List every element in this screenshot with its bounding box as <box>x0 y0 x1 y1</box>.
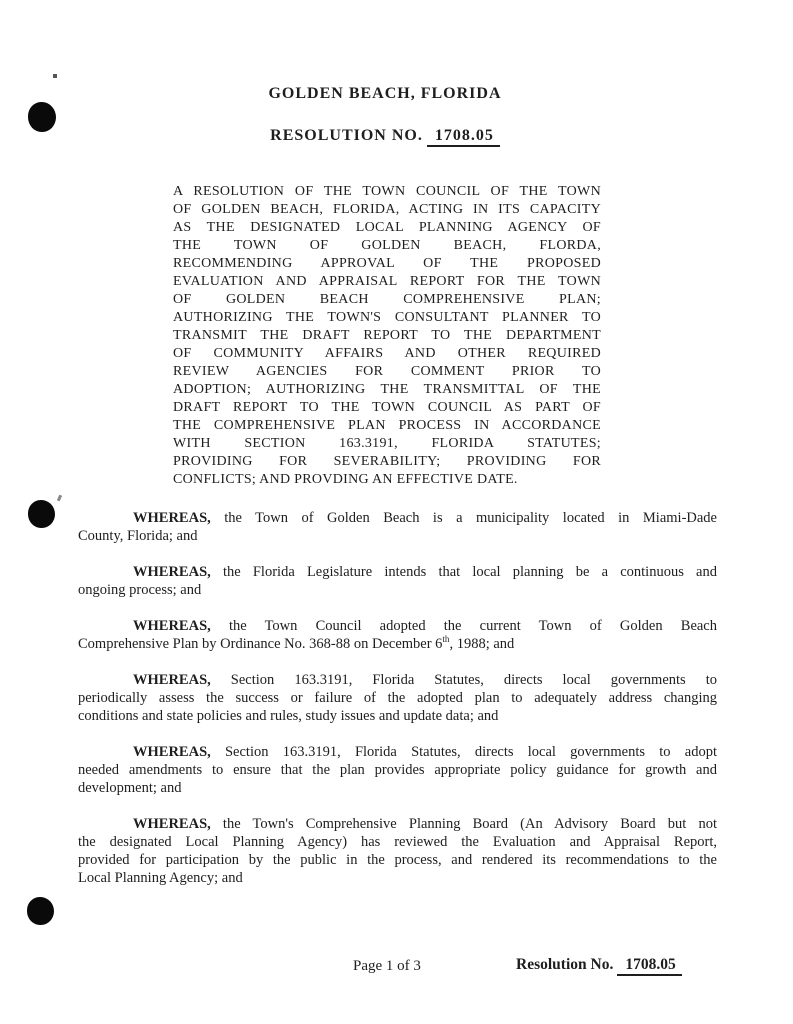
text-line: WHEREAS, the Florida Legislature intends that local planning be a continuous and <box>133 564 717 580</box>
text-line: DRAFT REPORT TO THE TOWN COUNCIL AS PART OF <box>173 400 601 415</box>
text-line: the designated Local Planning Agency) has reviewed the Evaluation and Appraisal Report, <box>78 834 717 850</box>
text-line: WHEREAS, Section 163.3191, Florida Statutes, directs local governments to adopt <box>133 744 717 760</box>
text-line: TRANSMIT THE DRAFT REPORT TO THE DEPARTMENT <box>173 328 601 343</box>
hole-punch-mark <box>27 897 54 925</box>
text-line: needed amendments to ensure that the plan provides appropriate policy guidance for growth and <box>78 762 717 778</box>
text-line: periodically assess the success or failure of the adopted plan to adequately address changing <box>78 690 717 706</box>
text-line: ongoing process; and <box>78 582 202 598</box>
text-line: Comprehensive Plan by Ordinance No. 368-88 on December 6th, 1988; and <box>78 634 515 652</box>
text-line: AS THE DESIGNATED LOCAL PLANNING AGENCY OF <box>173 220 601 235</box>
text-line: THE TOWN OF GOLDEN BEACH, FLORDA, <box>173 238 601 253</box>
page-number: Page 1 of 3 <box>353 958 421 974</box>
whereas-paragraphs <box>78 509 717 887</box>
text-line: AUTHORIZING THE TOWN'S CONSULTANT PLANNER TO <box>173 310 601 325</box>
text-line: THE COMPREHENSIVE PLAN PROCESS IN ACCORDANCE <box>173 418 601 433</box>
text-line: WHEREAS, the Town of Golden Beach is a municipality located in Miami-Dade <box>133 510 717 526</box>
resolution-label: RESOLUTION NO. <box>270 127 423 144</box>
text-line: WHEREAS, Section 163.3191, Florida Statutes, directs local governments to <box>133 672 717 688</box>
whereas-paragraph <box>78 563 717 599</box>
whereas-paragraph <box>78 617 717 653</box>
text-line: REVIEW AGENCIES FOR COMMENT PRIOR TO <box>173 364 601 379</box>
text-line: Local Planning Agency; and <box>78 870 243 886</box>
scan-speck <box>57 495 62 502</box>
whereas-paragraph <box>78 743 717 797</box>
text-line: A RESOLUTION OF THE TOWN COUNCIL OF THE TOWN <box>173 184 601 199</box>
text-line: CONFLICTS; AND PROVDING AN EFFECTIVE DATE. <box>173 472 518 487</box>
footer-resolution-number <box>516 956 682 974</box>
text-line: WHEREAS, the Town Council adopted the current Town of Golden Beach <box>133 618 717 634</box>
whereas-paragraph <box>78 671 717 725</box>
text-line: EVALUATION AND APPRAISAL REPORT FOR THE TOWN <box>173 274 601 289</box>
text-line: County, Florida; and <box>78 528 198 544</box>
whereas-paragraph <box>78 509 717 545</box>
text-line: OF COMMUNITY AFFAIRS AND OTHER REQUIRED <box>173 346 601 361</box>
resolution-number: 1708.05 <box>427 127 500 147</box>
whereas-keyword: WHEREAS, <box>133 510 211 526</box>
hole-punch-mark <box>28 500 55 528</box>
text-line: RECOMMENDING APPROVAL OF THE PROPOSED <box>173 256 601 271</box>
text-line: ADOPTION; AUTHORIZING THE TRANSMITTAL OF THE <box>173 382 601 397</box>
scan-speck <box>53 74 57 78</box>
text-line: WHEREAS, the Town's Comprehensive Planning Board (An Advisory Board but not <box>133 816 717 832</box>
whereas-keyword: WHEREAS, <box>133 564 211 580</box>
resolution-heading <box>0 126 770 145</box>
whereas-keyword: WHEREAS, <box>133 672 211 688</box>
text-line: conditions and state policies and rules, study issues and update data; and <box>78 708 499 724</box>
document-header <box>0 84 770 145</box>
footer-resolution-label: Resolution No. <box>516 956 614 973</box>
document-title: GOLDEN BEACH, FLORIDA <box>268 85 502 102</box>
whereas-keyword: WHEREAS, <box>133 618 211 634</box>
text-line: OF GOLDEN BEACH COMPREHENSIVE PLAN; <box>173 292 601 307</box>
footer-resolution-value: 1708.05 <box>617 956 681 976</box>
whereas-keyword: WHEREAS, <box>133 744 211 760</box>
whereas-keyword: WHEREAS, <box>133 816 211 832</box>
text-line: WITH SECTION 163.3191, FLORIDA STATUTES; <box>173 436 601 451</box>
text-line: PROVIDING FOR SEVERABILITY; PROVIDING FOR <box>173 454 601 469</box>
resolution-title-block <box>173 183 601 489</box>
text-line: provided for participation by the public in the process, and rendered its recommendations to the <box>78 852 717 868</box>
text-line: development; and <box>78 780 182 796</box>
text-line: OF GOLDEN BEACH, FLORIDA, ACTING IN ITS CAPACITY <box>173 202 601 217</box>
whereas-paragraph <box>78 815 717 887</box>
